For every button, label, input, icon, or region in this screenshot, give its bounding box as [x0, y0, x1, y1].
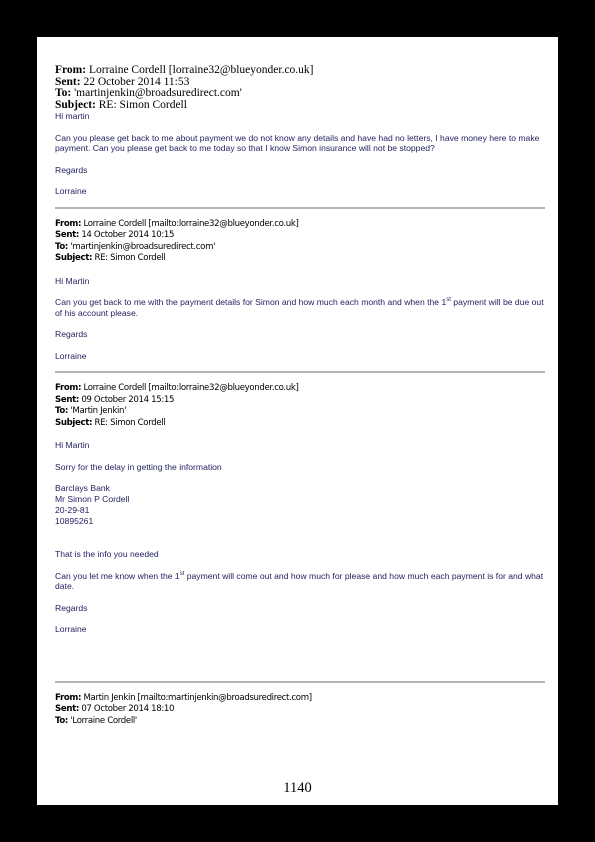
- paragraph-text: Can you get back to me with the payment details for Simon and how much each month and when the 1: [55, 297, 447, 307]
- sent-value: 09 October 2014 15:15: [78, 394, 175, 405]
- from-label: From:: [55, 218, 82, 229]
- greeting: Hi Martin: [55, 275, 90, 286]
- greeting: Hi martin: [55, 111, 90, 121]
- sent-value: 22 October 2014 11:53: [80, 75, 190, 88]
- sent-line: [55, 230, 545, 242]
- email-header-3: [55, 383, 545, 429]
- to-label: To:: [55, 241, 69, 252]
- subject-label: Subject:: [55, 98, 96, 111]
- from-label: From:: [55, 64, 87, 76]
- sent-label: Sent:: [55, 394, 79, 405]
- separator-line: [55, 371, 545, 373]
- from-line: [55, 383, 545, 395]
- to-value: 'Lorraine Cordell': [68, 715, 137, 726]
- sort-code: 20-29-81: [55, 505, 90, 515]
- email-header-4: [55, 693, 545, 728]
- sent-value: 07 October 2014 18:10: [78, 704, 175, 714]
- email-header-2: [55, 219, 545, 265]
- account-name: Mr Simon P Cordell: [55, 494, 130, 504]
- from-label: From:: [55, 383, 82, 393]
- body-paragraph: [55, 297, 545, 318]
- from-value: Lorraine Cordell [mailto:lorraine32@blueyonder.co.uk]: [81, 218, 299, 229]
- to-line: [55, 716, 545, 728]
- email-body-3: [55, 429, 545, 635]
- signature: Lorraine: [55, 350, 87, 361]
- sent-value: 14 October 2014 10:15: [78, 230, 175, 240]
- from-value: Martin Jenkin [mailto:martinjenkin@broadsuredirect.com]: [81, 692, 312, 703]
- to-label: To:: [55, 715, 69, 726]
- email-body-1: [55, 111, 545, 197]
- apology-line: Sorry for the delay in getting the information: [55, 461, 222, 472]
- paragraph-text: Can you let me know when the 1: [55, 570, 180, 581]
- document-page: [37, 37, 558, 805]
- page-number: 1140: [283, 780, 312, 796]
- to-value: 'Martin Jenkin': [68, 406, 127, 416]
- sent-label: Sent:: [55, 704, 79, 714]
- greeting: Hi Martin: [55, 440, 90, 450]
- to-value: 'martinjenkin@broadsuredirect.com': [68, 241, 216, 252]
- bank-name: Barclays Bank: [55, 483, 110, 493]
- body-paragraph: Can you please get back to me about payment we do not know any details and have had no letters, I have money here to make payment. Can you please get back to me today so that I know Simon insurance will not be stopped?: [55, 132, 540, 153]
- sent-label: Sent:: [55, 230, 79, 240]
- to-line: [55, 406, 545, 418]
- separator-line: [55, 681, 545, 683]
- ordinal-suffix: st: [179, 570, 185, 577]
- from-line: [55, 693, 545, 705]
- email-header-1: [55, 65, 545, 111]
- from-line: [55, 219, 545, 231]
- email-body-2: [55, 265, 545, 362]
- regards: Regards: [55, 164, 88, 175]
- from-value: Lorraine Cordell [mailto:lorraine32@blueyonder.co.uk]: [81, 383, 299, 393]
- from-label: From:: [55, 692, 82, 703]
- signature: Lorraine: [55, 186, 87, 196]
- subject-value: RE: Simon Cordell: [92, 253, 166, 263]
- paragraph-text: payment will be due out of his account please.: [55, 297, 544, 318]
- subject-label: Subject:: [55, 417, 93, 428]
- separator-line: [55, 207, 545, 209]
- regards: Regards: [55, 329, 88, 339]
- subject-line: [55, 100, 545, 112]
- sent-label: Sent:: [55, 75, 81, 88]
- ordinal-suffix: st: [446, 297, 451, 304]
- subject-line: [55, 418, 545, 430]
- regards: Regards: [55, 602, 88, 613]
- body-paragraph: [55, 571, 545, 592]
- to-label: To:: [55, 87, 72, 99]
- signature: Lorraine: [55, 624, 87, 634]
- subject-label: Subject:: [55, 253, 93, 263]
- subject-value: RE: Simon Cordell: [95, 98, 187, 111]
- sent-line: [55, 395, 545, 407]
- from-value: Lorraine Cordell [lorraine32@blueyonder.co.uk]: [86, 64, 314, 76]
- to-label: To:: [55, 406, 69, 416]
- subject-line: [55, 253, 545, 265]
- paragraph-text: payment will come out and how much for please and how much each payment is for and what date.: [55, 570, 544, 591]
- info-line: That is the info you needed: [55, 549, 159, 559]
- to-value: 'martinjenkin@broadsuredirect.com': [71, 87, 242, 99]
- email-thread: [55, 65, 545, 727]
- sent-line: [55, 704, 545, 716]
- to-line: [55, 242, 545, 254]
- account-number: 10895261: [55, 516, 94, 526]
- subject-value: RE: Simon Cordell: [92, 417, 166, 428]
